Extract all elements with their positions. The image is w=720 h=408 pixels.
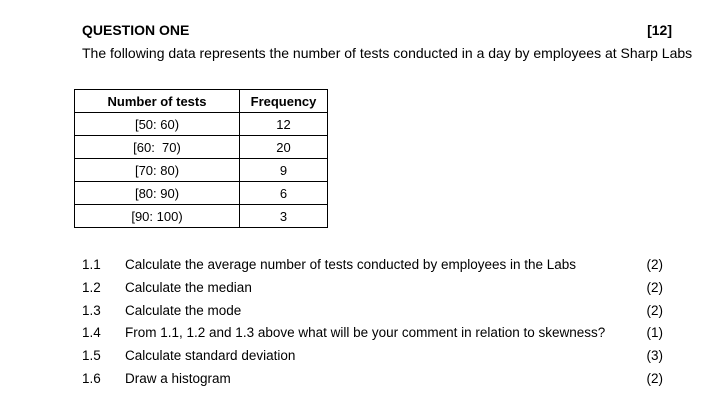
question-item-1-6 <box>82 371 667 394</box>
question-item-1-4 <box>82 325 667 348</box>
table-row <box>75 136 328 159</box>
question-heading: QUESTION ONE <box>82 22 190 38</box>
frequency-cell: 3 <box>240 205 328 228</box>
question-marks: (2) <box>646 302 663 318</box>
question-number: 1.3 <box>82 302 101 318</box>
question-text: From 1.1, 1.2 and 1.3 above what will be your comment in relation to skewness? <box>125 325 606 341</box>
question-text: Calculate the median <box>125 279 252 295</box>
column-header-frequency: Frequency <box>240 90 328 113</box>
class-interval-cell: [50: 60) <box>75 113 240 136</box>
question-marks: (2) <box>646 257 663 272</box>
question-number: 1.5 <box>82 348 101 364</box>
question-list <box>82 257 667 394</box>
column-header-number-of-tests: Number of tests <box>75 90 240 113</box>
question-number: 1.4 <box>82 325 101 341</box>
question-number: 1.2 <box>82 279 101 295</box>
question-marks: (2) <box>646 279 663 295</box>
table-row <box>75 113 328 136</box>
question-number: 1.1 <box>82 257 101 272</box>
table-row <box>75 205 328 228</box>
table-row <box>75 159 328 182</box>
frequency-table <box>74 89 328 228</box>
frequency-cell: 12 <box>240 113 328 136</box>
question-text: Calculate the mode <box>125 302 242 318</box>
question-marks: (3) <box>646 348 663 364</box>
question-marks: (2) <box>646 370 663 386</box>
question-item-1-2 <box>82 280 667 303</box>
total-marks: [12] <box>647 22 672 38</box>
table-header-row <box>75 90 328 113</box>
table-row <box>75 182 328 205</box>
frequency-cell: 6 <box>240 182 328 205</box>
question-number: 1.6 <box>82 370 101 386</box>
question-item-1-5 <box>82 348 667 371</box>
question-intro: The following data represents the number of tests conducted in a day by employees at Sharp Labs <box>82 45 693 61</box>
frequency-cell: 20 <box>240 136 328 159</box>
class-interval-cell: [80: 90) <box>75 182 240 205</box>
question-text: Calculate the average number of tests conducted by employees in the Labs <box>125 257 577 272</box>
question-text: Draw a histogram <box>125 370 231 386</box>
question-item-1-3 <box>82 303 667 326</box>
frequency-cell: 9 <box>240 159 328 182</box>
question-text: Calculate standard deviation <box>125 348 296 364</box>
class-interval-cell: [60: 70) <box>75 136 240 159</box>
class-interval-cell: [70: 80) <box>75 159 240 182</box>
class-interval-cell: [90: 100) <box>75 205 240 228</box>
question-item-1-1 <box>82 257 667 280</box>
question-marks: (1) <box>646 325 663 341</box>
